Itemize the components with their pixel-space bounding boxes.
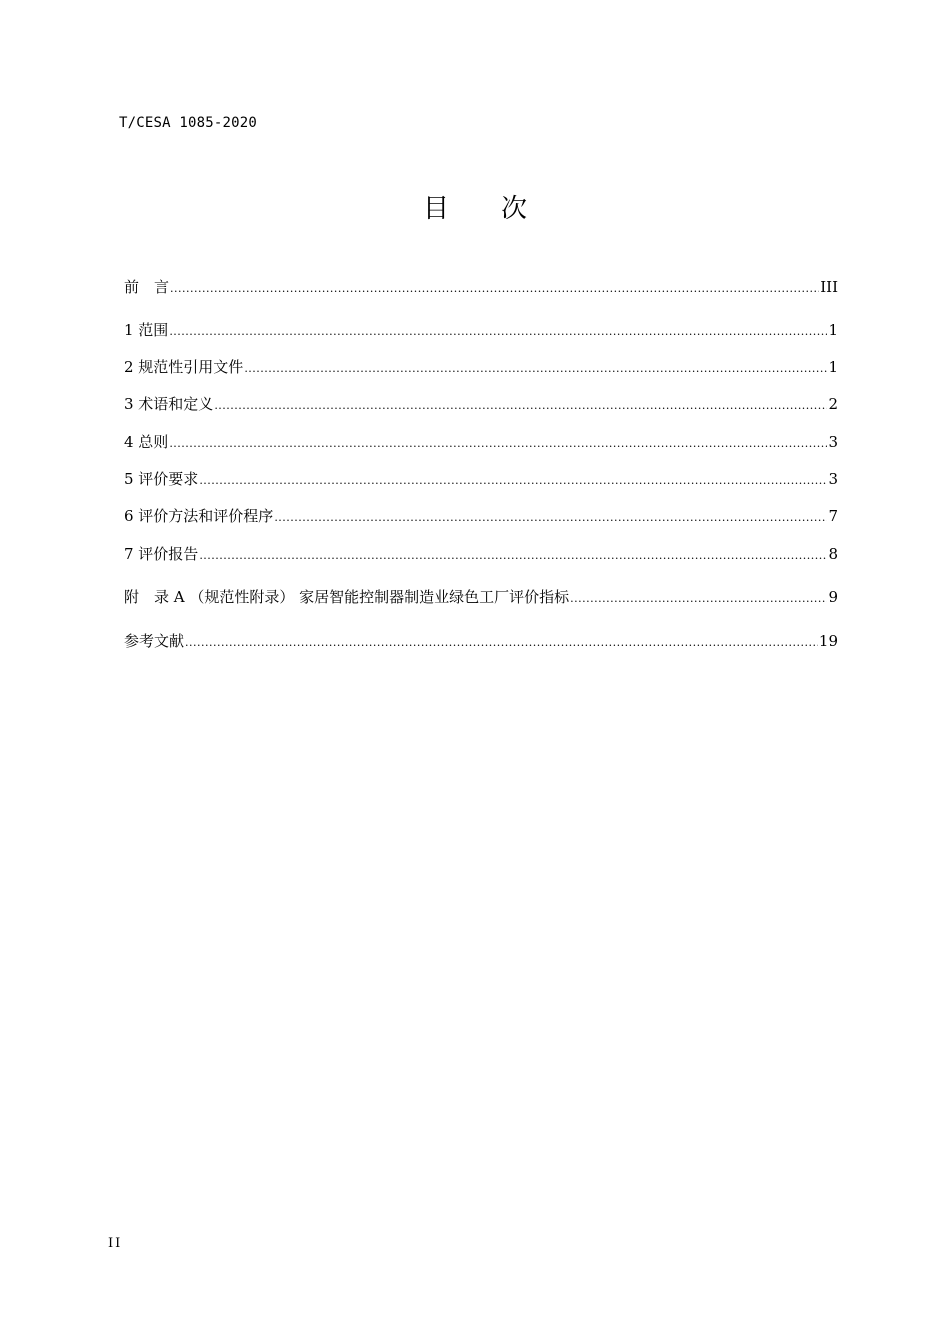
toc-entry-page: 9 xyxy=(828,588,838,606)
document-code: T/CESA 1085-2020 xyxy=(119,115,258,131)
toc-entry-requirements[interactable] xyxy=(124,469,838,491)
toc-leader-dots xyxy=(169,322,827,342)
toc-entry-label: 5 评价要求 xyxy=(124,470,199,488)
toc-entry-page: 1 xyxy=(828,358,838,376)
page-number: II xyxy=(108,1236,123,1251)
toc-leader-dots xyxy=(244,359,827,379)
toc-entry-page: 8 xyxy=(828,545,838,563)
toc-entry-foreword[interactable] xyxy=(124,277,838,299)
toc-leader-dots xyxy=(199,471,827,491)
toc-entry-label: 2 规范性引用文件 xyxy=(124,358,244,376)
toc-entry-page: 1 xyxy=(828,321,838,339)
toc-entry-label: 参考文献 xyxy=(124,632,185,650)
toc-entry-page: 2 xyxy=(828,395,838,413)
toc-entry-label: 3 术语和定义 xyxy=(124,395,214,413)
toc-entry-page: III xyxy=(820,278,838,296)
title-char-1: 目 xyxy=(422,194,449,224)
toc-leader-dots xyxy=(570,589,827,609)
toc-entry-page: 3 xyxy=(828,433,838,451)
toc-entry-label: 7 评价报告 xyxy=(124,545,199,563)
toc-leader-dots xyxy=(214,396,827,416)
toc-entry-label: 4 总则 xyxy=(124,433,169,451)
title-char-2: 次 xyxy=(501,194,528,224)
toc-leader-dots xyxy=(169,434,827,454)
toc-entry-label: 6 评价方法和评价程序 xyxy=(124,507,274,525)
toc-entry-page: 19 xyxy=(818,632,838,650)
toc-entry-normative-references[interactable] xyxy=(124,357,838,379)
page-title xyxy=(0,188,950,225)
toc-entry-scope[interactable] xyxy=(124,320,838,342)
toc-entry-bibliography[interactable] xyxy=(124,631,838,653)
toc-entry-label: 附 录 A （规范性附录） 家居智能控制器制造业绿色工厂评价指标 xyxy=(124,588,570,606)
toc-leader-dots xyxy=(274,508,827,528)
toc-entry-methods[interactable] xyxy=(124,506,838,528)
toc-entry-label: 1 范围 xyxy=(124,321,169,339)
toc-entry-page: 7 xyxy=(828,507,838,525)
toc-entry-label: 前 言 xyxy=(124,278,170,296)
toc-leader-dots xyxy=(199,546,827,566)
toc-entry-general[interactable] xyxy=(124,432,838,454)
toc-leader-dots xyxy=(170,279,819,299)
toc-entry-annex-a[interactable] xyxy=(124,587,838,609)
toc-entry-terms[interactable] xyxy=(124,394,838,416)
toc-entry-report[interactable] xyxy=(124,544,838,566)
toc-entry-page: 3 xyxy=(828,470,838,488)
toc-leader-dots xyxy=(185,633,818,653)
